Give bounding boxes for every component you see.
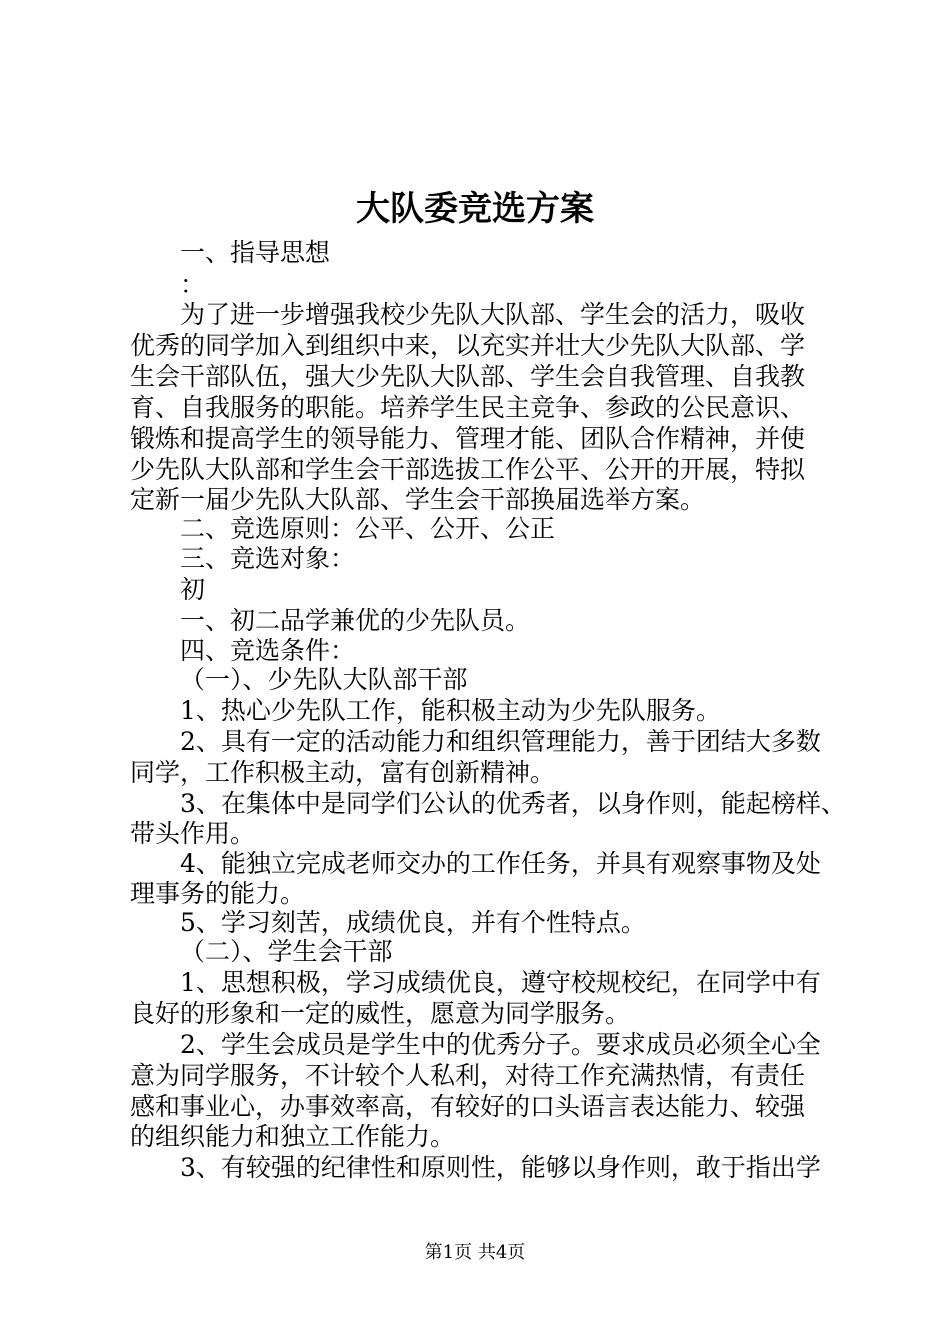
list-item: 1、热心少先队工作，能积极主动为少先队服务。 xyxy=(180,696,721,725)
list-item: 1、思想积极，学习成绩优良，遵守校规校纪，在同学中有 xyxy=(180,968,821,997)
document-title: 大队委竞选方案 xyxy=(356,189,594,229)
subsection-heading: （一）、少先队大队部干部 xyxy=(180,665,468,694)
paragraph-line: 定新一届少先队大队部、学生会干部换届选举方案。 xyxy=(130,485,706,514)
page-footer: 第1页 共4页 xyxy=(424,1242,526,1263)
list-item: 3、有较强的纪律性和原则性，能够以身作则，敢于指出学 xyxy=(180,1153,821,1182)
paragraph-line: 少先队大队部和学生会干部选拔工作公平、公开的开展，特拟 xyxy=(130,455,806,484)
paragraph-line: 带头作用。 xyxy=(130,819,256,848)
paragraph-line: ： xyxy=(180,270,206,299)
paragraph-line: 一、初二品学兼优的少先队员。 xyxy=(180,606,531,635)
paragraph-line: 优秀的同学加入到组织中来，以充实并壮大少先队大队部、学 xyxy=(130,331,806,360)
list-item: 2、具有一定的活动能力和组织管理能力，善于团结大多数 xyxy=(180,727,821,756)
paragraph-line: 同学，工作积极主动，富有创新精神。 xyxy=(130,758,556,787)
list-item: 3、在集体中是同学们公认的优秀者，以身作则，能起榜样、 xyxy=(180,789,846,818)
list-item: 2、学生会成员是学生中的优秀分子。要求成员必须全心全 xyxy=(180,1030,821,1059)
section-heading: 二、竞选原则：公平、公开、公正 xyxy=(180,514,556,543)
paragraph-line: 初 xyxy=(180,575,206,604)
list-item: 5、学习刻苦，成绩优良，并有个性特点。 xyxy=(180,908,646,937)
paragraph-line: 感和事业心，办事效率高，有较好的口头语言表达能力、较强 xyxy=(130,1092,806,1121)
paragraph-line: 生会干部队伍，强大少先队大队部、学生会自我管理、自我教 xyxy=(130,362,806,391)
paragraph-line: 良好的形象和一定的威性，愿意为同学服务。 xyxy=(130,999,631,1028)
section-heading: 四、竞选条件： xyxy=(180,636,356,665)
subsection-heading: （二）、学生会干部 xyxy=(180,937,393,966)
paragraph-line: 的组织能力和独立工作能力。 xyxy=(130,1122,456,1151)
section-heading: 三、竞选对象： xyxy=(180,544,356,573)
paragraph-line: 育、自我服务的职能。培养学生民主竞争、参政的公民意识、 xyxy=(130,393,806,422)
paragraph-line: 为了进一步增强我校少先队大队部、学生会的活力，吸收 xyxy=(180,300,806,329)
paragraph-line: 意为同学服务，不计较个人私利，对待工作充满热情，有责任 xyxy=(130,1061,806,1090)
paragraph-line: 理事务的能力。 xyxy=(130,879,306,908)
section-heading: 一、指导思想 xyxy=(180,238,331,267)
list-item: 4、能独立完成老师交办的工作任务，并具有观察事物及处 xyxy=(180,849,821,878)
paragraph-line: 锻炼和提高学生的领导能力、管理才能、团队合作精神，并使 xyxy=(130,424,806,453)
